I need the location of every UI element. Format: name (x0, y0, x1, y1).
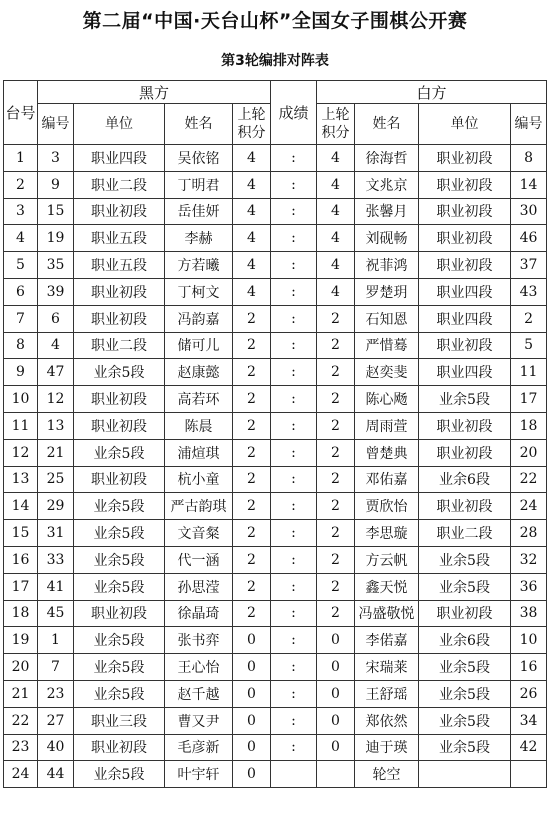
white-unit-cell: 业余5段 (419, 546, 511, 573)
board-cell: 5 (4, 252, 38, 279)
black-score-cell: 4 (233, 278, 271, 305)
board-header: 台号 (4, 81, 38, 145)
white-unit-cell: 职业初段 (419, 412, 511, 439)
white-score-cell: 2 (317, 439, 355, 466)
white-score-cell: 4 (317, 171, 355, 198)
black-num-cell: 39 (38, 278, 74, 305)
black-score-cell: 2 (233, 546, 271, 573)
black-name-cell: 陈晨 (165, 412, 233, 439)
black-num-cell: 13 (38, 412, 74, 439)
white-num-cell: 11 (511, 359, 547, 386)
white-num-cell: 43 (511, 278, 547, 305)
black-score-cell: 0 (233, 627, 271, 654)
black-num-cell: 15 (38, 198, 74, 225)
table-row (4, 225, 547, 252)
result-cell: : (271, 198, 317, 225)
white-unit-cell: 业余5段 (419, 707, 511, 734)
result-header: 成绩 (271, 81, 317, 145)
black-num-cell: 27 (38, 707, 74, 734)
board-cell: 24 (4, 761, 38, 788)
white-unit-cell: 业余5段 (419, 573, 511, 600)
white-num-cell: 28 (511, 520, 547, 547)
result-cell: : (271, 278, 317, 305)
table-row (4, 171, 547, 198)
white-name-cell: 冯盛敬悦 (355, 600, 419, 627)
black-name-cell: 杭小童 (165, 466, 233, 493)
black-name-cell: 赵千越 (165, 680, 233, 707)
white-score-cell: 2 (317, 332, 355, 359)
white-unit-cell: 职业初段 (419, 252, 511, 279)
black-unit-header: 单位 (74, 104, 165, 145)
white-num-cell: 16 (511, 654, 547, 681)
white-score-cell: 2 (317, 305, 355, 332)
white-name-cell: 鑫天悦 (355, 573, 419, 600)
black-name-cell: 严古韵琪 (165, 493, 233, 520)
black-name-cell: 孙思滢 (165, 573, 233, 600)
white-num-cell: 34 (511, 707, 547, 734)
black-num-cell: 33 (38, 546, 74, 573)
white-unit-cell: 职业初段 (419, 145, 511, 172)
white-score-cell: 2 (317, 493, 355, 520)
black-name-cell: 方若曦 (165, 252, 233, 279)
black-name-cell: 吴依铭 (165, 145, 233, 172)
table-row (4, 145, 547, 172)
white-num-cell: 14 (511, 171, 547, 198)
board-cell: 13 (4, 466, 38, 493)
white-unit-cell: 职业初段 (419, 198, 511, 225)
black-score-cell: 0 (233, 680, 271, 707)
result-cell: : (271, 654, 317, 681)
result-cell: : (271, 305, 317, 332)
white-score-cell: 4 (317, 252, 355, 279)
white-name-cell: 石知恩 (355, 305, 419, 332)
result-cell: : (271, 252, 317, 279)
white-score-cell: 4 (317, 278, 355, 305)
black-unit-cell: 业余5段 (74, 761, 165, 788)
black-name-cell: 毛彦新 (165, 734, 233, 761)
white-num-cell: 5 (511, 332, 547, 359)
board-cell: 4 (4, 225, 38, 252)
white-score-cell: 2 (317, 359, 355, 386)
black-name-cell: 冯韵嘉 (165, 305, 233, 332)
black-unit-cell: 职业初段 (74, 412, 165, 439)
table-row (4, 386, 547, 413)
black-name-cell: 赵康懿 (165, 359, 233, 386)
black-num-cell: 9 (38, 171, 74, 198)
black-num-cell: 29 (38, 493, 74, 520)
white-score-cell: 2 (317, 386, 355, 413)
white-score-cell: 4 (317, 145, 355, 172)
white-name-cell: 张馨月 (355, 198, 419, 225)
white-unit-cell: 业余5段 (419, 386, 511, 413)
black-num-cell: 1 (38, 627, 74, 654)
white-score-cell: 0 (317, 654, 355, 681)
board-cell: 1 (4, 145, 38, 172)
table-row (4, 439, 547, 466)
white-name-cell: 郑依然 (355, 707, 419, 734)
white-unit-cell: 职业初段 (419, 600, 511, 627)
black-num-cell: 6 (38, 305, 74, 332)
black-name-cell: 叶宇轩 (165, 761, 233, 788)
result-cell: : (271, 386, 317, 413)
black-num-cell: 25 (38, 466, 74, 493)
document-title: 第二届“中国·天台山杯”全国女子围棋公开赛 (82, 10, 468, 32)
white-score-header: 上轮积分 (317, 104, 355, 145)
black-name-cell: 丁明君 (165, 171, 233, 198)
white-unit-cell: 业余5段 (419, 654, 511, 681)
result-cell: : (271, 627, 317, 654)
black-unit-cell: 职业二段 (74, 332, 165, 359)
table-row (4, 359, 547, 386)
black-unit-cell: 职业初段 (74, 386, 165, 413)
white-name-cell: 赵奕斐 (355, 359, 419, 386)
white-unit-cell (419, 761, 511, 788)
white-name-cell: 刘砚畅 (355, 225, 419, 252)
black-unit-cell: 业余5段 (74, 439, 165, 466)
table-row (4, 707, 547, 734)
black-unit-cell: 业余5段 (74, 359, 165, 386)
white-unit-cell: 职业四段 (419, 359, 511, 386)
black-num-header: 编号 (38, 104, 74, 145)
result-cell: : (271, 466, 317, 493)
result-cell: : (271, 600, 317, 627)
table-row (4, 761, 547, 788)
white-unit-cell: 业余6段 (419, 466, 511, 493)
white-unit-cell: 职业初段 (419, 225, 511, 252)
black-num-cell: 44 (38, 761, 74, 788)
white-side-header: 白方 (317, 81, 547, 104)
white-name-cell: 宋瑞莱 (355, 654, 419, 681)
white-num-cell: 30 (511, 198, 547, 225)
black-unit-cell: 业余5段 (74, 680, 165, 707)
white-score-cell: 0 (317, 707, 355, 734)
white-num-header: 编号 (511, 104, 547, 145)
header-row-top (4, 81, 547, 104)
result-cell: : (271, 171, 317, 198)
white-num-cell: 24 (511, 493, 547, 520)
white-name-cell: 周雨萱 (355, 412, 419, 439)
black-name-cell: 徐晶琦 (165, 600, 233, 627)
table-row (4, 734, 547, 761)
board-cell: 3 (4, 198, 38, 225)
black-num-cell: 23 (38, 680, 74, 707)
board-cell: 10 (4, 386, 38, 413)
white-name-cell: 贾欣怡 (355, 493, 419, 520)
white-num-cell: 17 (511, 386, 547, 413)
result-cell: : (271, 332, 317, 359)
white-unit-cell: 职业四段 (419, 305, 511, 332)
result-cell: : (271, 493, 317, 520)
board-cell: 19 (4, 627, 38, 654)
white-name-header: 姓名 (355, 104, 419, 145)
black-num-cell: 47 (38, 359, 74, 386)
black-score-cell: 2 (233, 600, 271, 627)
black-side-header: 黑方 (38, 81, 271, 104)
board-cell: 8 (4, 332, 38, 359)
black-score-cell: 0 (233, 707, 271, 734)
board-cell: 12 (4, 439, 38, 466)
black-unit-cell: 职业初段 (74, 198, 165, 225)
table-row (4, 305, 547, 332)
white-unit-cell: 业余5段 (419, 734, 511, 761)
black-score-cell: 2 (233, 386, 271, 413)
black-name-header: 姓名 (165, 104, 233, 145)
black-unit-cell: 职业初段 (74, 278, 165, 305)
black-score-cell: 2 (233, 332, 271, 359)
result-cell: : (271, 145, 317, 172)
black-score-cell: 4 (233, 171, 271, 198)
black-unit-cell: 职业三段 (74, 707, 165, 734)
black-unit-cell: 职业四段 (74, 145, 165, 172)
black-unit-cell: 职业五段 (74, 252, 165, 279)
black-name-cell: 王心怡 (165, 654, 233, 681)
white-name-cell: 祝菲鸿 (355, 252, 419, 279)
result-cell: : (271, 573, 317, 600)
document-subtitle: 第3轮编排对阵表 (221, 53, 329, 69)
white-num-cell: 20 (511, 439, 547, 466)
board-cell: 16 (4, 546, 38, 573)
black-score-cell: 2 (233, 520, 271, 547)
board-cell: 22 (4, 707, 38, 734)
white-score-cell: 2 (317, 466, 355, 493)
black-unit-cell: 业余5段 (74, 654, 165, 681)
white-unit-cell: 职业四段 (419, 278, 511, 305)
white-score-cell: 2 (317, 600, 355, 627)
white-unit-cell: 职业初段 (419, 493, 511, 520)
result-cell: : (271, 359, 317, 386)
white-name-cell: 严惜蓦 (355, 332, 419, 359)
black-name-cell: 代一涵 (165, 546, 233, 573)
table-row (4, 546, 547, 573)
white-name-cell: 邓佑嘉 (355, 466, 419, 493)
board-cell: 11 (4, 412, 38, 439)
white-score-cell: 0 (317, 680, 355, 707)
white-name-cell: 陈心飏 (355, 386, 419, 413)
black-unit-cell: 职业初段 (74, 466, 165, 493)
table-row (4, 680, 547, 707)
black-score-cell: 0 (233, 761, 271, 788)
result-cell: : (271, 439, 317, 466)
black-name-cell: 张书弈 (165, 627, 233, 654)
table-row (4, 278, 547, 305)
board-cell: 23 (4, 734, 38, 761)
white-num-cell: 42 (511, 734, 547, 761)
table-row (4, 252, 547, 279)
black-name-cell: 丁柯文 (165, 278, 233, 305)
white-score-cell: 2 (317, 412, 355, 439)
white-num-cell: 2 (511, 305, 547, 332)
black-score-cell: 2 (233, 439, 271, 466)
black-num-cell: 35 (38, 252, 74, 279)
white-num-cell: 32 (511, 546, 547, 573)
table-row (4, 412, 547, 439)
board-cell: 18 (4, 600, 38, 627)
board-cell: 9 (4, 359, 38, 386)
white-num-cell: 22 (511, 466, 547, 493)
black-unit-cell: 职业五段 (74, 225, 165, 252)
white-num-cell (511, 761, 547, 788)
black-num-cell: 12 (38, 386, 74, 413)
white-num-cell: 8 (511, 145, 547, 172)
white-name-cell: 文兆京 (355, 171, 419, 198)
white-num-cell: 18 (511, 412, 547, 439)
board-cell: 20 (4, 654, 38, 681)
table-row (4, 332, 547, 359)
white-num-cell: 10 (511, 627, 547, 654)
black-score-cell: 2 (233, 493, 271, 520)
white-score-cell: 4 (317, 225, 355, 252)
white-num-cell: 38 (511, 600, 547, 627)
table-row (4, 654, 547, 681)
result-cell: : (271, 546, 317, 573)
table-row (4, 198, 547, 225)
board-cell: 14 (4, 493, 38, 520)
board-cell: 15 (4, 520, 38, 547)
white-score-cell: 2 (317, 546, 355, 573)
black-score-cell: 2 (233, 573, 271, 600)
white-score-cell: 4 (317, 198, 355, 225)
white-score-cell: 2 (317, 520, 355, 547)
black-score-header: 上轮积分 (233, 104, 271, 145)
table-row (4, 493, 547, 520)
table-row (4, 627, 547, 654)
pairing-table (3, 80, 547, 788)
black-score-cell: 2 (233, 359, 271, 386)
black-num-cell: 41 (38, 573, 74, 600)
black-name-cell: 高若环 (165, 386, 233, 413)
table-row (4, 520, 547, 547)
black-score-cell: 2 (233, 305, 271, 332)
black-num-cell: 7 (38, 654, 74, 681)
white-name-cell: 徐海哲 (355, 145, 419, 172)
white-num-cell: 37 (511, 252, 547, 279)
black-name-cell: 浦煊琪 (165, 439, 233, 466)
white-unit-cell: 业余5段 (419, 680, 511, 707)
white-num-cell: 26 (511, 680, 547, 707)
white-name-cell: 李思璇 (355, 520, 419, 547)
black-unit-cell: 业余5段 (74, 520, 165, 547)
white-num-cell: 36 (511, 573, 547, 600)
result-cell: : (271, 225, 317, 252)
white-unit-cell: 业余6段 (419, 627, 511, 654)
black-unit-cell: 职业初段 (74, 600, 165, 627)
black-num-cell: 31 (38, 520, 74, 547)
black-num-cell: 19 (38, 225, 74, 252)
white-unit-cell: 职业初段 (419, 439, 511, 466)
white-score-cell: 0 (317, 627, 355, 654)
result-cell: : (271, 412, 317, 439)
black-num-cell: 40 (38, 734, 74, 761)
result-cell (271, 761, 317, 788)
black-name-cell: 岳佳妍 (165, 198, 233, 225)
black-name-cell: 曹又尹 (165, 707, 233, 734)
white-unit-header: 单位 (419, 104, 511, 145)
black-name-cell: 储可儿 (165, 332, 233, 359)
black-num-cell: 21 (38, 439, 74, 466)
black-num-cell: 4 (38, 332, 74, 359)
table-row (4, 466, 547, 493)
black-score-cell: 4 (233, 252, 271, 279)
black-num-cell: 3 (38, 145, 74, 172)
black-unit-cell: 业余5段 (74, 573, 165, 600)
white-name-cell: 李偌嘉 (355, 627, 419, 654)
pairing-rows (4, 145, 547, 788)
board-cell: 7 (4, 305, 38, 332)
board-cell: 6 (4, 278, 38, 305)
white-name-cell: 曾楚典 (355, 439, 419, 466)
white-name-cell: 罗楚玥 (355, 278, 419, 305)
white-unit-cell: 职业初段 (419, 171, 511, 198)
board-cell: 21 (4, 680, 38, 707)
black-score-cell: 2 (233, 412, 271, 439)
result-cell: : (271, 707, 317, 734)
black-unit-cell: 业余5段 (74, 627, 165, 654)
white-unit-cell: 职业二段 (419, 520, 511, 547)
white-name-cell: 迪于瑛 (355, 734, 419, 761)
board-cell: 2 (4, 171, 38, 198)
black-unit-cell: 业余5段 (74, 493, 165, 520)
black-name-cell: 李赫 (165, 225, 233, 252)
white-name-cell: 方云帆 (355, 546, 419, 573)
white-score-cell (317, 761, 355, 788)
black-num-cell: 45 (38, 600, 74, 627)
black-score-cell: 4 (233, 145, 271, 172)
black-unit-cell: 职业初段 (74, 305, 165, 332)
white-name-cell: 轮空 (355, 761, 419, 788)
white-score-cell: 2 (317, 573, 355, 600)
black-unit-cell: 业余5段 (74, 546, 165, 573)
black-name-cell: 文音粲 (165, 520, 233, 547)
white-unit-cell: 职业初段 (419, 332, 511, 359)
white-num-cell: 46 (511, 225, 547, 252)
result-cell: : (271, 734, 317, 761)
black-score-cell: 2 (233, 466, 271, 493)
black-unit-cell: 职业二段 (74, 171, 165, 198)
table-row (4, 600, 547, 627)
board-cell: 17 (4, 573, 38, 600)
black-score-cell: 4 (233, 198, 271, 225)
black-score-cell: 0 (233, 654, 271, 681)
white-score-cell: 0 (317, 734, 355, 761)
black-unit-cell: 职业初段 (74, 734, 165, 761)
result-cell: : (271, 680, 317, 707)
white-name-cell: 王舒瑶 (355, 680, 419, 707)
table-row (4, 573, 547, 600)
black-score-cell: 0 (233, 734, 271, 761)
result-cell: : (271, 520, 317, 547)
black-score-cell: 4 (233, 225, 271, 252)
